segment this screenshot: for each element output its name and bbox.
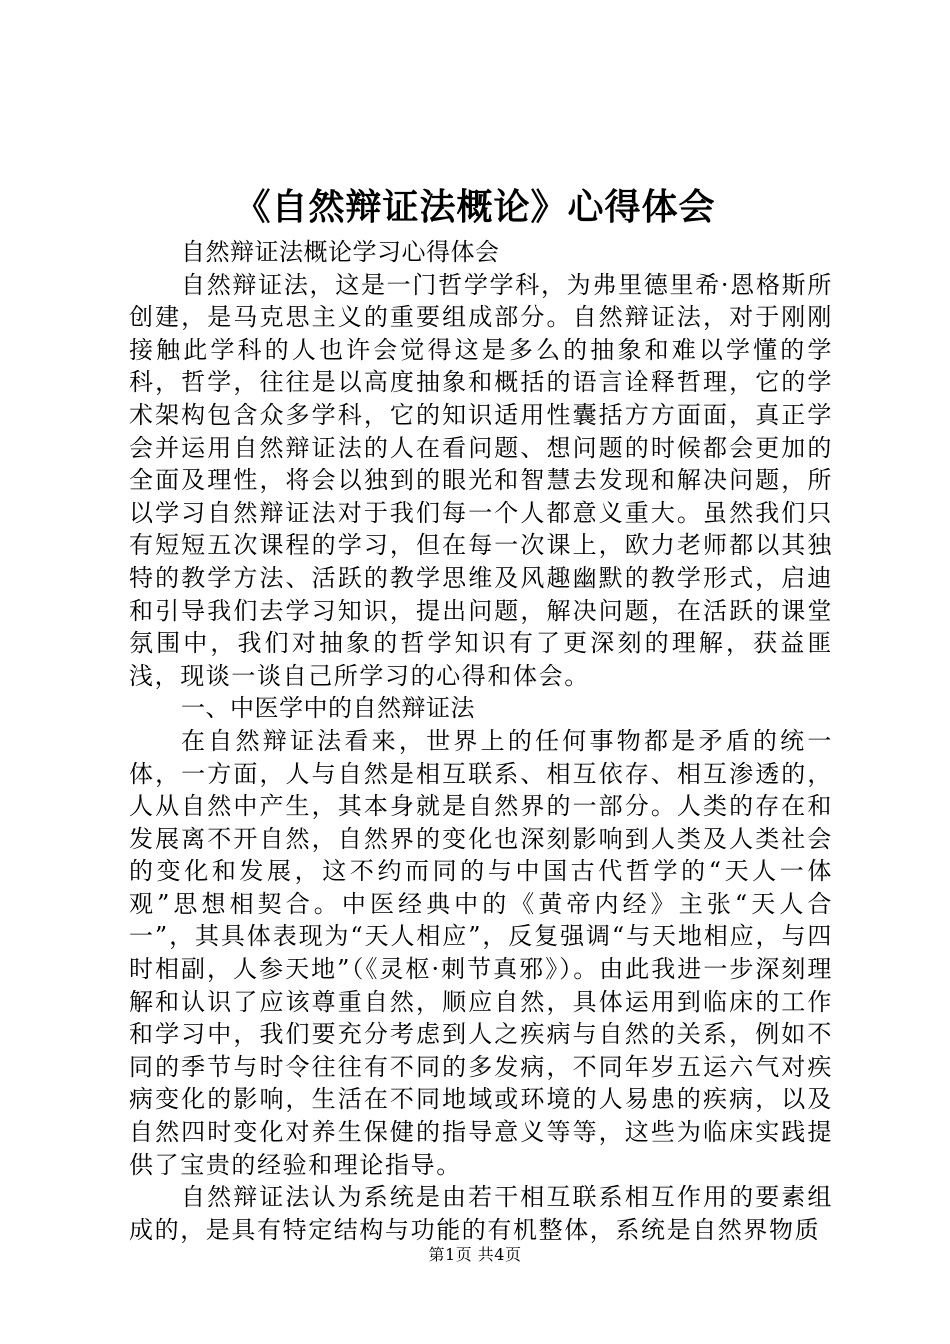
page-title: 《自然辩证法概论》心得体会 — [234, 186, 716, 228]
page-footer: 第1页 共4页 — [428, 1245, 522, 1264]
paragraph-system: 自然辩证法认为系统是由若干相互联系相互作用的要素组成的，是具有特定结构与功能的有机整体，系统是自然界物质 — [129, 1183, 833, 1244]
paragraph-tcm: 在自然辩证法看来，世界上的任何事物都是矛盾的统一体，一方面，人与自然是相互联系、相互依存、相互渗透的，人从自然中产生，其本身就是自然界的一部分。人类的存在和发展离不开自然，自然界的变化也深刻影响到人类及人类社会的变化和发展，这不约而同的与中国古代哲学的“天人一体观”思想相契合。中医经典中的《黄帝内经》主张“天人合一”，其具体表现为“天人相应”，反复强调“与天地相应，与四时相副，人参天地”（《灵枢·刺节真邪》）。由此我进一步深刻理解和认识了应该尊重自然，顺应自然，具体运用到临床的工作和学习中，我们要充分考虑到人之疾病与自然的关系，例如不同的季节与时令往往有不同的多发病，不同年岁五运六气对疾病变化的影响，生活在不同地域或环境的人易患的疾病，以及自然四时变化对养生保健的指导意义等等，这些为临床实践提供了宝贵的经验和理论指导。 — [129, 726, 833, 1179]
section-heading: 一、中医学中的自然辩证法 — [181, 694, 475, 723]
paragraph-intro: 自然辩证法，这是一门哲学学科，为弗里德里希·恩格斯所创建，是马克思主义的重要组成部分。自然辩证法，对于刚刚接触此学科的人也许会觉得这是多么的抽象和难以学懂的学科，哲学，往往是以高度抽象和概括的语言诠释哲理，它的学术架构包含众多学科，它的知识适用性囊括方方面面，真正学会并运用自然辩证法的人在看问题、想问题的时候都会更加的全面及理性，将会以独到的眼光和智慧去发现和解决问题，所以学习自然辩证法对于我们每一个人都意义重大。虽然我们只有短短五次课程的学习，但在每一次课上，欧力老师都以其独特的教学方法、活跃的教学思维及风趣幽默的教学形式，启迪和引导我们去学习知识，提出问题，解决问题，在活跃的课堂氛围中，我们对抽象的哲学知识有了更深刻的理解，获益匪浅，现谈一谈自己所学习的心得和体会。 — [129, 270, 833, 690]
document-body — [129, 236, 833, 1246]
document-subtitle: 自然辩证法概论学习心得体会 — [181, 238, 500, 266]
